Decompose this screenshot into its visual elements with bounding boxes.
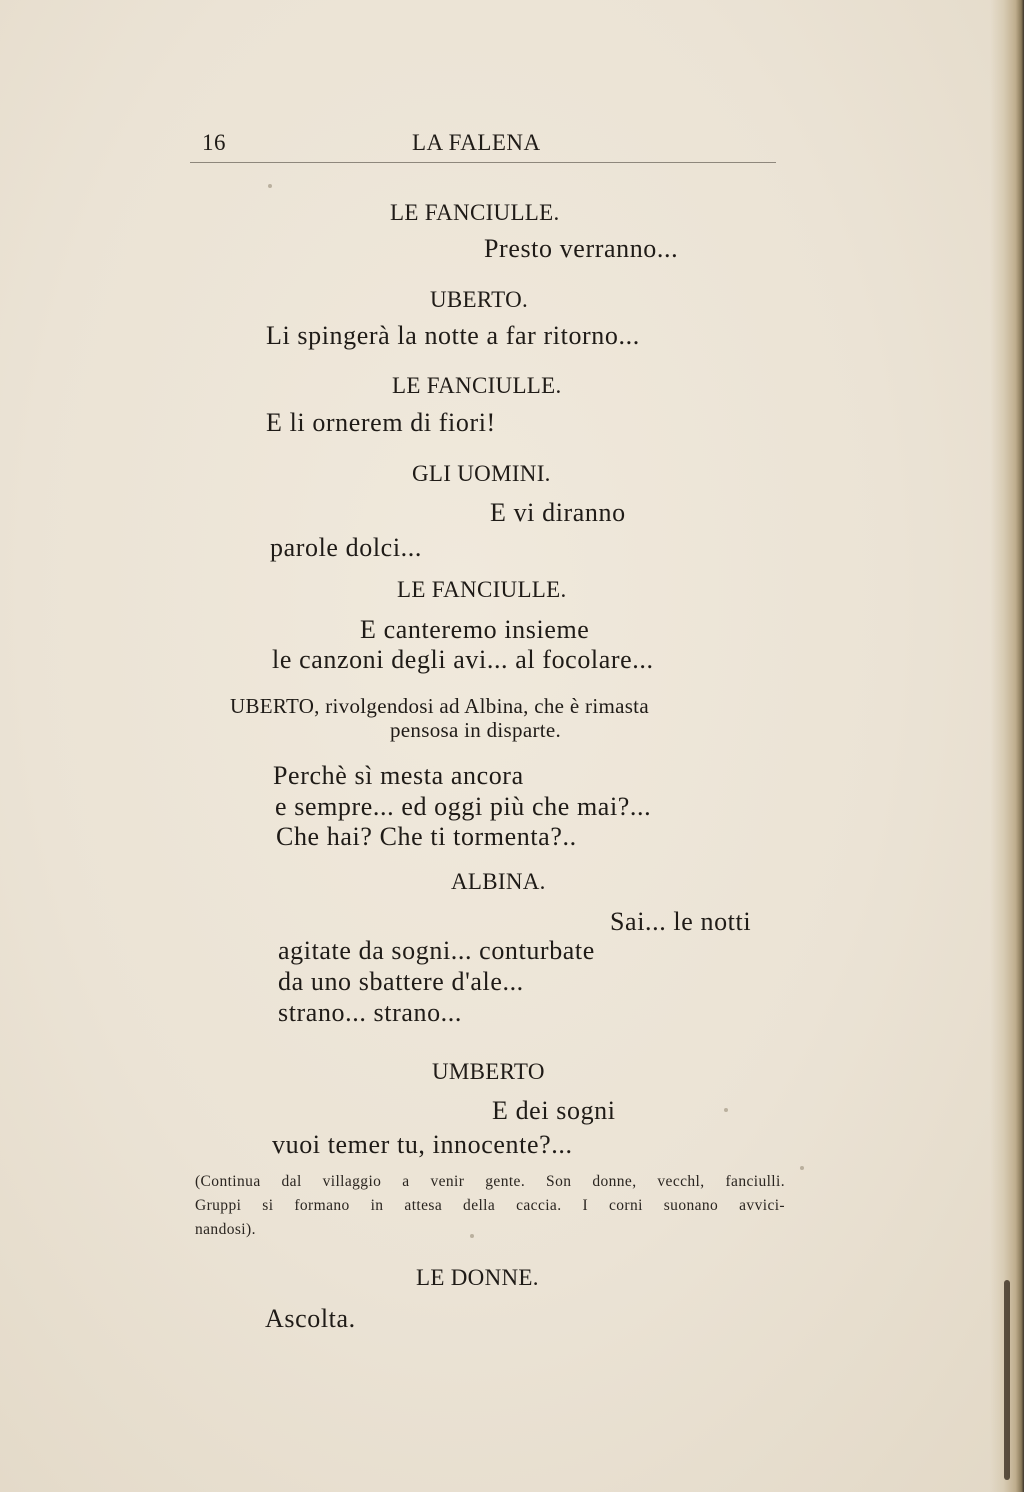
verse-line: le canzoni degli avi... al focolare... [272, 645, 654, 674]
verse-line: strano... strano... [278, 998, 462, 1027]
verse-line: Li spingerà la notte a far ritorno... [266, 321, 640, 350]
paper-speck [268, 184, 272, 188]
verse-line: E dei sogni [492, 1096, 616, 1125]
note-line: (Continua dal villaggio a venir gente. Son donne, vecchl, fanciulli. [195, 1173, 785, 1190]
verse-line: Ascolta. [265, 1304, 356, 1333]
speaker-label: UMBERTO [432, 1059, 545, 1084]
speaker-label: LE FANCIULLE. [390, 200, 560, 225]
verse-line: Presto verranno... [484, 234, 679, 263]
speaker-label: LE FANCIULLE. [392, 373, 562, 398]
page-number: 16 [202, 130, 226, 155]
paper-speck [724, 1108, 728, 1112]
binding-edge [1004, 1280, 1010, 1480]
verse-line: e sempre... ed oggi più che mai?... [275, 792, 652, 821]
paper-speck [800, 1166, 804, 1170]
running-title: LA FALENA [412, 130, 541, 155]
stage-direction: UBERTO, rivolgendosi ad Albina, che è rimasta [230, 694, 649, 718]
speaker-label: LE DONNE. [416, 1265, 539, 1290]
speaker-label: ALBINA. [451, 869, 546, 894]
speaker-label: LE FANCIULLE. [397, 577, 567, 602]
stage-note [195, 1173, 785, 1245]
note-line: Gruppi si formano in attesa della caccia. I corni suonano avvici- [195, 1197, 785, 1214]
verse-line: Perchè sì mesta ancora [273, 761, 524, 790]
stage-direction: pensosa in disparte. [390, 718, 562, 742]
verse-line: vuoi temer tu, innocente?... [272, 1130, 573, 1159]
verse-line: parole dolci... [270, 533, 422, 562]
verse-line: E li ornerem di fiori! [266, 408, 496, 437]
verse-line: E vi diranno [490, 498, 626, 527]
book-spine-shadow [990, 0, 1024, 1492]
note-line: nandosi). [195, 1221, 256, 1238]
verse-line: Sai... le notti [610, 907, 752, 936]
speaker-label: GLI UOMINI. [412, 461, 551, 486]
verse-line: agitate da sogni... conturbate [278, 936, 595, 965]
running-head [190, 128, 776, 163]
verse-line: da uno sbattere d'ale... [278, 967, 524, 996]
speaker-label: UBERTO. [430, 287, 529, 312]
verse-line: E canteremo insieme [360, 615, 590, 644]
verse-line: Che hai? Che ti tormenta?.. [276, 822, 577, 851]
